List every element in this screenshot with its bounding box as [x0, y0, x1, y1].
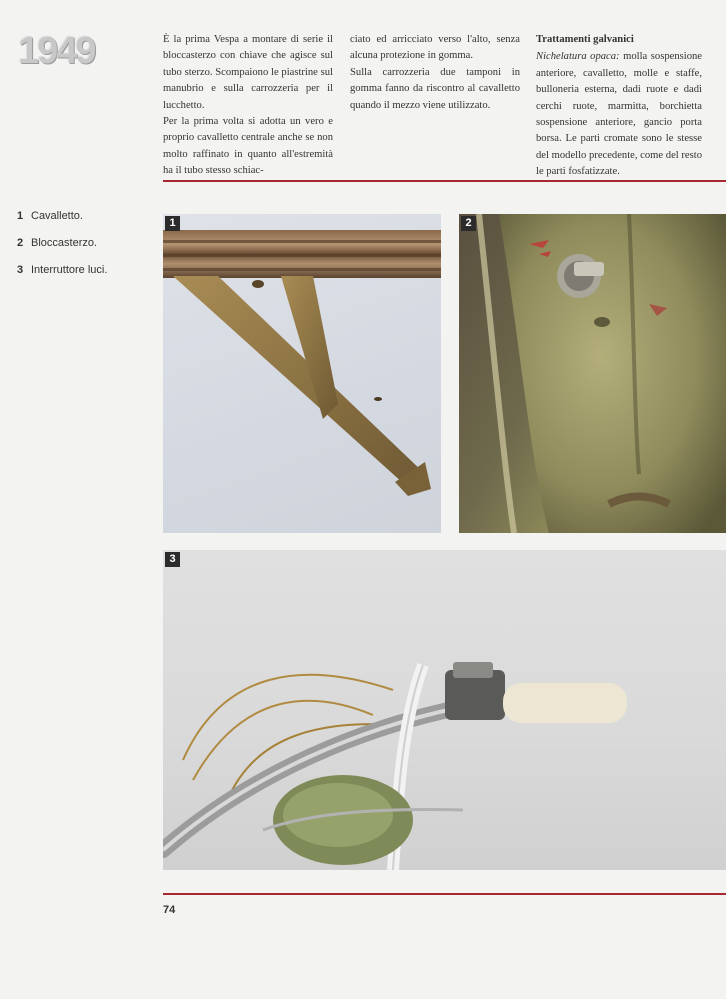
caption-item: [17, 264, 107, 291]
caption-label: Bloccasterzo.: [31, 237, 98, 249]
paragraph: Sulla carrozzeria due tamponi in gomma fanno da riscontro al cavalletto quando il mezzo viene utilizzato.: [350, 66, 520, 111]
photo-number-badge: 2: [461, 216, 476, 231]
caption-label: Cavalletto.: [31, 210, 83, 222]
section-heading: Trattamenti galvanici: [536, 34, 634, 45]
bottom-divider: [163, 893, 726, 895]
paragraph: È la prima Vespa a montare di serie il bloccasterzo con chiave che agisce sul tubo sterzo. Scompaiono le piastrine sul manubrio e sulla carrozzeria per il lucchetto.: [163, 34, 333, 111]
caption-item: [17, 210, 107, 237]
light-switch-illustration: [163, 550, 726, 870]
stand-illustration: [163, 214, 441, 533]
photo-light-switch: [163, 550, 726, 870]
caption-number: 3: [17, 264, 24, 276]
text-column-3: [536, 32, 702, 181]
caption-list: [17, 210, 107, 291]
year-heading: 1949: [18, 30, 95, 72]
page-number: 74: [163, 904, 176, 916]
caption-label: Interruttore luci.: [31, 264, 108, 276]
top-divider: [163, 180, 726, 182]
photo-number-badge: 1: [165, 216, 180, 231]
treatment-body: molla sospensione anteriore, cavalletto, molle e staffe, bulloneria esterna, dadi ruote e dadi cerchi ruote, marmitta, borchietta sospensione anteriore, gancio porta borsa. Le parti cromate sono le stesse del modello precedente, come del resto le parti fosfatizzate.: [536, 51, 702, 178]
text-column-1: [163, 32, 333, 180]
photo-number-badge: 3: [165, 552, 180, 567]
paragraph: [536, 49, 702, 180]
photo-steering-lock: [459, 214, 726, 533]
steering-lock-illustration: [459, 214, 726, 533]
paragraph: Per la prima volta si adotta un vero e proprio cavalletto centrale anche se non molto raffinato in quanto all'estremità ha il tubo stesso schiac-: [163, 116, 333, 177]
treatment-label: Nichelatura opaca:: [536, 51, 620, 63]
caption-number: 1: [17, 210, 24, 222]
photo-stand: [163, 214, 441, 533]
paragraph: ciato ed arricciato verso l'alto, senza alcuna protezione in gomma.: [350, 34, 520, 62]
caption-number: 2: [17, 237, 24, 249]
caption-item: [17, 237, 107, 264]
text-column-2: [350, 32, 520, 114]
